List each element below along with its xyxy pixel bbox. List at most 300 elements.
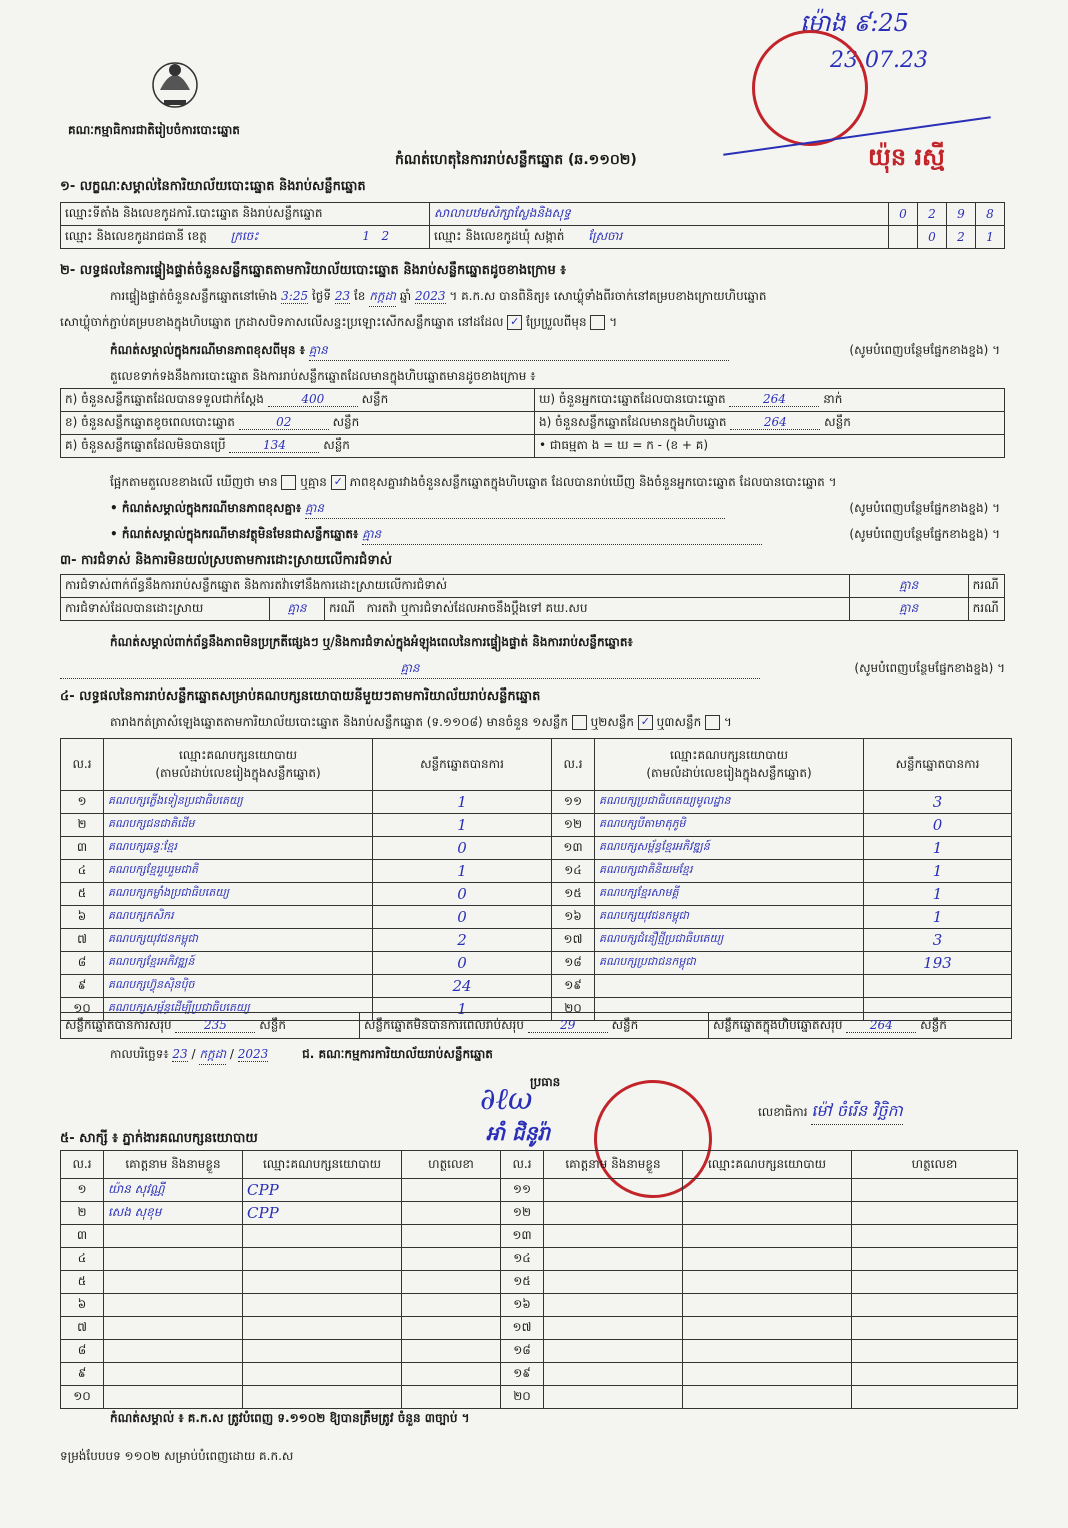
w-col-sign-left: ហត្ថលេខា: [402, 1151, 501, 1179]
result-party: គណបក្សហ៊្វុនស៊ិនប៉ិច: [104, 975, 373, 998]
commune-label: ឈ្មោះ និងលេខកូដឃុំ សង្កាត់: [434, 229, 565, 243]
witness-no: ១៦: [501, 1294, 544, 1317]
unused-label: គ) ចំនួនសន្លឹកឆ្នោតដែលមិនបានប្រើ: [65, 438, 226, 452]
total-valid-unit: សន្លឹក: [259, 1017, 286, 1032]
col-party-left-sub: (តាមលំដាប់លេខរៀងក្នុងសន្លឹកឆ្នោត): [155, 765, 321, 780]
result-party: គណបក្សជំនឿថ្មីប្រជាធិបតេយ្យ: [595, 929, 864, 952]
diff-note-label: កំណត់សម្គាល់ក្នុងករណីមានភាពខុសពីមុន ៖: [110, 343, 305, 357]
witness-name: [104, 1294, 243, 1317]
col-votes-left: សន្លឹកឆ្នោតបានការ: [373, 739, 552, 791]
irregularity-note-line: [60, 660, 1005, 679]
witness-party: [243, 1363, 402, 1386]
appeal-unit: ករណី: [968, 598, 1004, 621]
table-row: [61, 814, 1012, 837]
result-party: គណបក្សឆន្ទៈខ្មែរ: [104, 837, 373, 860]
witness-name: [104, 1248, 243, 1271]
total-box-label: សន្លឹកឆ្នោតក្នុងហិបឆ្នោតសរុប: [713, 1017, 843, 1032]
appeal-label: ការតវ៉ា ឬការជំទាស់ដែលអាចនឹងប្តឹងទៅ គឃ.សប: [366, 601, 588, 615]
object-remark-value: គ្មាន: [362, 526, 762, 545]
diff-remark-value: គ្មាន: [305, 500, 725, 519]
discrepancy-yes-label: ផ្អែកតាមតួលេខខាងលើ ឃើញថា មាន: [110, 475, 278, 489]
witness-party: [683, 1294, 852, 1317]
witness-no: ១៤: [501, 1248, 544, 1271]
witness-signature: [852, 1248, 1018, 1271]
witness-party: [683, 1363, 852, 1386]
table-row: [61, 1202, 1018, 1225]
witness-no: ៥: [61, 1271, 104, 1294]
witness-signature: [402, 1340, 501, 1363]
witness-no: ៨: [61, 1340, 104, 1363]
witness-name: [544, 1340, 683, 1363]
table-row: [61, 952, 1012, 975]
result-no: ១០: [61, 998, 104, 1021]
object-remark-line: [110, 526, 1000, 545]
section1-title: ១- លក្ខណៈសម្គាល់នៃការិយាល័យបោះឆ្នោត និងរាប់សន្លឹកឆ្នោត: [60, 179, 366, 194]
result-no: ៦: [61, 906, 104, 929]
tally-sheet-1-label: តារាងកត់ត្រាសំឡេងឆ្នោតតាមការិយាល័យបោះឆ្នោត និងរាប់សន្លឹកឆ្នោត (ទ.១១០៨) មានចំនួន ១សន្លឹក: [110, 715, 568, 729]
footer-note: កំណត់សម្គាល់ ៖ គ.ក.ស ត្រូវបំពេញ ទ.១១០២ ឱ្យបានត្រឹមត្រូវ ចំនួន ៣ច្បាប់ ។: [110, 1411, 470, 1425]
table-row: [61, 1363, 1018, 1386]
result-party: គណបក្សសម្ព័ន្ធដើម្បីប្រជាធិបតេយ្យ: [104, 998, 373, 1021]
diff-note-value: គ្មាន: [309, 342, 729, 361]
resolved-value: គ្មាន: [270, 598, 325, 621]
result-no: ៣: [61, 837, 104, 860]
result-votes: 1: [373, 998, 552, 1021]
unused-unit: សន្លឹក: [323, 438, 350, 452]
diff-remark-label: • កំណត់សម្គាល់ក្នុងករណីមានភាពខុសគ្នា៖: [110, 501, 302, 515]
nec-logo-icon: [150, 50, 200, 110]
witness-no: ១៨: [501, 1340, 544, 1363]
section3-title: ៣- ការជំទាស់ និងការមិនយល់ស្របតាមការដោះស្រាយលើការជំទាស់: [60, 553, 392, 568]
total-valid-value: 235: [175, 1018, 255, 1033]
results-body: [61, 791, 1012, 1021]
result-votes: 24: [373, 975, 552, 998]
result-no: ៧: [61, 929, 104, 952]
complaints-unit: ករណី: [968, 575, 1004, 598]
chair-signature: ∂ℓω: [480, 1082, 533, 1117]
result-party: គណបក្សភ្លើងទៀនប្រជាធិបតេយ្យ: [104, 791, 373, 814]
witness-name: [544, 1386, 683, 1409]
witness-name: [104, 1271, 243, 1294]
station-value: សាលាបឋមសិក្សាស្លែងនិងសុទ្ធ: [430, 203, 889, 226]
date-label: កាលបរិច្ឆេទ៖: [110, 1047, 169, 1061]
result-no: ១៧: [552, 929, 595, 952]
witness-signature: [852, 1386, 1018, 1409]
discrepancy-no-checkbox[interactable]: ✓: [331, 475, 346, 490]
total-invalid-unit: សន្លឹក: [611, 1017, 639, 1032]
result-votes: 1: [864, 860, 1012, 883]
witness-signature: [402, 1271, 501, 1294]
witness-party: [243, 1317, 402, 1340]
witness-name: [544, 1179, 683, 1202]
col-party-left-title: ឈ្មោះគណបក្សនយោបាយ: [178, 747, 298, 762]
w-col-no-left: ល.រ: [61, 1151, 104, 1179]
witness-no: ៣: [61, 1225, 104, 1248]
witness-no: ៧: [61, 1317, 104, 1340]
result-no: ១៣: [552, 837, 595, 860]
result-party: គណបក្សជនជាតិដើម: [104, 814, 373, 837]
tally-3-checkbox[interactable]: [705, 715, 720, 730]
witness-party: [243, 1271, 402, 1294]
commune-code-1: 0: [918, 226, 947, 249]
result-votes: 3: [864, 791, 1012, 814]
station-code-4: 8: [976, 203, 1005, 226]
witness-name: [544, 1317, 683, 1340]
table-row: [61, 883, 1012, 906]
result-votes: 193: [864, 952, 1012, 975]
result-party: គណបក្សខ្មែររួបរួមជាតិ: [104, 860, 373, 883]
province-code: [362, 229, 389, 243]
complaints-value: គ្មាន: [849, 575, 968, 598]
result-no: ៥: [61, 883, 104, 906]
witness-no: ១១: [501, 1179, 544, 1202]
spoiled-label: ខ) ចំនួនសន្លឹកឆ្នោតខូចពេលបោះឆ្នោត: [65, 415, 235, 429]
witness-signature: [852, 1363, 1018, 1386]
secretary-line: [758, 1100, 903, 1125]
witness-name: [104, 1363, 243, 1386]
witness-party: [683, 1179, 852, 1202]
witness-party: [243, 1248, 402, 1271]
verify-year-label: ឆ្នាំ: [399, 289, 412, 303]
date-day: 23: [172, 1047, 188, 1061]
w-col-sign-right: ហត្ថលេខា: [852, 1151, 1018, 1179]
diff-remark-line: [110, 500, 1000, 519]
col-party-right-sub: (តាមលំដាប់លេខរៀងក្នុងសន្លឹកឆ្នោត): [646, 765, 812, 780]
result-no: ២: [61, 814, 104, 837]
seal-check-text: សោឃ្លុំចាក់ភ្ជាប់គម្របខាងក្នុងហិបឆ្នោត ក្រដាសបិទភាសលើសន្ទះប្រឡោះសើកសន្លឹកឆ្នោត នៅដដែល: [60, 315, 504, 329]
verify-time-label: ការផ្ទៀងផ្ទាត់ចំនួនសន្លឹកឆ្នោតនៅម៉ោង: [110, 289, 278, 303]
changed-checkbox[interactable]: [590, 315, 605, 330]
object-remark-hint: (សូមបំពេញបន្ថែមផ្នែកខាងខ្នង) ។: [849, 527, 1000, 541]
tally-sheet-2-label: ឬ២សន្លឹក: [590, 715, 635, 729]
discrepancy-no-label: ឬគ្មាន: [300, 475, 327, 489]
secretary-name: ម៉ៅ ចំរើន វិច្ឆិកា: [811, 1100, 902, 1125]
result-no: ១៩: [552, 975, 595, 998]
verify-day-label: ថ្ងៃទី: [311, 289, 331, 303]
province-label: [61, 226, 430, 249]
result-votes: 1: [373, 814, 552, 837]
result-no: ១៤: [552, 860, 595, 883]
result-votes: 1: [864, 906, 1012, 929]
witness-signature: [402, 1225, 501, 1248]
resolved-label: ការជំទាស់ដែលបានដោះស្រាយ: [61, 598, 270, 621]
date-line: កាលបរិច្ឆេទ៖ 23 / កក្កដា / 2023 ជ. គណៈកម្មការការិយាល័យរាប់សន្លឹកឆ្នោត: [110, 1046, 493, 1065]
spoiled-value: 02: [239, 415, 329, 430]
in-box-value: 264: [730, 415, 820, 430]
form-title: កំណត់ហេតុនៃការរាប់សន្លឹកឆ្នោត (ឆ.១១០២): [395, 152, 637, 168]
table-row: [61, 860, 1012, 883]
result-votes: 1: [864, 837, 1012, 860]
province-code-2: 2: [381, 229, 390, 243]
table-row: [61, 1340, 1018, 1363]
total-valid-label: សន្លឹកឆ្នោតបានការសរុប: [65, 1017, 172, 1032]
witness-signature: [402, 1317, 501, 1340]
figures-row-2: [61, 412, 1005, 435]
result-party: គណបក្សខ្មែរសាមគ្គី: [595, 883, 864, 906]
result-votes: [864, 975, 1012, 998]
formula-note: • ជាធម្មតា ង = ឃ = ក - (ខ + គ): [539, 438, 709, 452]
witness-signature: [402, 1386, 501, 1409]
result-party: គណបក្សយុវជនកម្ពុជា: [104, 929, 373, 952]
official-seal-top: [752, 30, 868, 146]
result-votes: 0: [373, 837, 552, 860]
result-party: គណបក្សសម្ព័ន្ធខ្មែរអភិវឌ្ឍន៍: [595, 837, 864, 860]
total-box-unit: សន្លឹក: [920, 1017, 947, 1032]
witness-name: សេង សុខុម: [104, 1202, 243, 1225]
figures-intro: តួលេខទាក់ទងនឹងការបោះឆ្នោត និងការរាប់សន្លឹកឆ្នោតដែលមានក្នុងហិបឆ្នោតមានដូចខាងក្រោម ៖: [110, 369, 536, 383]
date-year: 2023: [237, 1047, 269, 1061]
table-row: [61, 906, 1012, 929]
complaints-label: ការជំទាស់ពាក់ព័ន្ធនឹងការរាប់សន្លឹកឆ្នោត និងការតវ៉ាទៅនឹងការដោះស្រាយលើការជំទាស់: [61, 575, 850, 598]
witness-signature: [852, 1294, 1018, 1317]
diff-note-hint: (សូមបំពេញបន្ថែមផ្នែកខាងខ្នង) ។: [849, 343, 1000, 357]
province-code-1: 1: [362, 229, 370, 243]
received-unit: សន្លឹក: [361, 392, 389, 406]
witness-signature: [852, 1340, 1018, 1363]
resolved-unit: ករណី: [329, 601, 356, 615]
col-no-left: ល.រ: [61, 739, 104, 791]
witness-party: [683, 1225, 852, 1248]
col-party-right-title: ឈ្មោះគណបក្សនយោបាយ: [669, 747, 789, 762]
witness-no: ១: [61, 1179, 104, 1202]
result-votes: 2: [373, 929, 552, 952]
result-no: ៩: [61, 975, 104, 998]
committee-name: គណៈកម្មាធិការជាតិរៀបចំការបោះឆ្នោត: [68, 123, 240, 137]
witness-name: [104, 1317, 243, 1340]
complaints-table: [60, 574, 1005, 621]
figures-row-3: [61, 435, 1005, 458]
witness-body: [61, 1179, 1018, 1409]
commune-cell: [430, 226, 889, 249]
station-code-2: 2: [918, 203, 947, 226]
date-month: កក្កដា: [199, 1046, 226, 1065]
ballot-figures-table: [60, 388, 1005, 458]
result-votes: 3: [864, 929, 1012, 952]
witness-name: [544, 1225, 683, 1248]
w-col-name-left: គោត្តនាម និងនាមខ្លួន: [104, 1151, 243, 1179]
figures-row-1: [61, 389, 1005, 412]
commune-code-3: 1: [976, 226, 1005, 249]
result-no: ១៨: [552, 952, 595, 975]
witness-party: [683, 1317, 852, 1340]
tally-sheet-line: តារាងកត់ត្រាសំឡេងឆ្នោតតាមការិយាល័យបោះឆ្នោត និងរាប់សន្លឹកឆ្នោត (ទ.១១០៨) មានចំនួន ១សន្លឹក ឬ២សន្លឹក ✓ ឬ៣សន្លឹក ។: [110, 715, 732, 729]
witness-party: [243, 1340, 402, 1363]
witness-no: ៩: [61, 1363, 104, 1386]
table-row: [61, 975, 1012, 998]
table-row: [61, 929, 1012, 952]
witness-no: ១៣: [501, 1225, 544, 1248]
table-row: [61, 1294, 1018, 1317]
witness-table: [60, 1150, 1018, 1409]
discrepancy-yes-checkbox[interactable]: [281, 475, 296, 490]
witness-signature: [402, 1179, 501, 1202]
result-no: ៨: [61, 952, 104, 975]
discrepancy-text: ភាពខុសគ្នារវាងចំនួនសន្លឹកឆ្នោតក្នុងហិបឆ្នោត ដែលបានរាប់ឃើញ និងចំនួនអ្នកបោះឆ្នោត ដែលបានបោះឆ្នោត ។: [349, 475, 837, 489]
witness-party: CPP: [243, 1179, 402, 1202]
unused-value: 134: [229, 438, 319, 453]
results-table: [60, 738, 1012, 1021]
witness-party: [683, 1340, 852, 1363]
result-party: គណបក្សខ្មែរអភិវឌ្ឍន៍: [104, 952, 373, 975]
stamp-name: យ៉ុន រស្មី: [868, 143, 945, 171]
witness-no: ២០: [501, 1386, 544, 1409]
result-no: ១: [61, 791, 104, 814]
result-votes: 1: [373, 860, 552, 883]
diff-note-line: [110, 342, 1000, 361]
witness-party: [243, 1294, 402, 1317]
tally-2-checkbox[interactable]: ✓: [638, 715, 653, 730]
result-votes: 0: [864, 814, 1012, 837]
table-row: [61, 1317, 1018, 1340]
table-row: [61, 837, 1012, 860]
province-label-text: ឈ្មោះ និងលេខកូដរាជធានី ខេត្ត: [65, 229, 207, 243]
total-invalid-label: សន្លឹកឆ្នោតមិនបានការពេលរាប់សរុប: [364, 1017, 524, 1032]
result-no: ១៦: [552, 906, 595, 929]
total-box-value: 264: [846, 1018, 916, 1033]
total-invalid-value: 29: [528, 1018, 608, 1033]
result-party: [595, 975, 864, 998]
witness-no: ២: [61, 1202, 104, 1225]
appeal-cell: [325, 598, 850, 621]
witness-no: ១៥: [501, 1271, 544, 1294]
object-remark-label: • កំណត់សម្គាល់ក្នុងករណីមានវត្ថុមិនមែនជាសន្លឹកឆ្នោត៖: [110, 527, 359, 541]
witness-signature: [402, 1363, 501, 1386]
witness-signature: [852, 1202, 1018, 1225]
result-no: ១១: [552, 791, 595, 814]
witness-party: [683, 1386, 852, 1409]
received-value: 400: [268, 392, 358, 407]
col-votes-right: សន្លឹកឆ្នោតបានការ: [864, 739, 1012, 791]
witness-name: យ៉ាន សុវណ្ណី: [104, 1179, 243, 1202]
commune-code-2: 2: [947, 226, 976, 249]
commune-value: ស្រែចារ: [588, 229, 623, 243]
witness-party: [683, 1248, 852, 1271]
appeal-value: គ្មាន: [849, 598, 968, 621]
witness-name: [544, 1294, 683, 1317]
voters-unit: នាក់: [823, 392, 843, 406]
table-row: [61, 1179, 1018, 1202]
witness-name: [544, 1202, 683, 1225]
witness-no: ១០: [61, 1386, 104, 1409]
voters-value: 264: [729, 392, 819, 407]
witness-party: [243, 1225, 402, 1248]
result-no: ១២: [552, 814, 595, 837]
changed-label: ប្រែប្រួលពីមុន: [526, 315, 587, 329]
sign-org: ជ. គណៈកម្មការការិយាល័យរាប់សន្លឹកឆ្នោត: [302, 1047, 493, 1061]
witness-signature: [852, 1317, 1018, 1340]
verify-day: 23: [334, 289, 351, 303]
witness-name: [544, 1363, 683, 1386]
w-col-party-left: ឈ្មោះគណបក្សនយោបាយ: [243, 1151, 402, 1179]
section1-table: [60, 202, 1005, 249]
received-label: ក) ចំនួនសន្លឹកឆ្នោតដែលបានទទួលជាក់ស្តែង: [65, 392, 264, 406]
secretary-label: លេខាធិការ: [758, 1105, 808, 1119]
station-code-1: 0: [889, 203, 918, 226]
form-footer: ទម្រង់បែបបទ ១១០២ សម្រាប់បំពេញដោយ គ.ក.ស: [60, 1449, 294, 1463]
discrepancy-line: [110, 474, 837, 492]
section5-title: ៥- សាក្សី ៖ ភ្នាក់ងារគណបក្សនយោបាយ: [60, 1131, 258, 1146]
table-row: [61, 1225, 1018, 1248]
verify-year: 2023: [414, 289, 446, 303]
w-col-no-right: ល.រ: [501, 1151, 544, 1179]
witness-no: ១៩: [501, 1363, 544, 1386]
spoiled-unit: សន្លឹក: [332, 415, 360, 429]
w-col-name-right: គោត្តនាម និងនាមខ្លួន: [544, 1151, 683, 1179]
stamp-time-note: ម៉ោង ៩:25: [800, 9, 909, 37]
station-label: ឈ្មោះទីតាំង និងលេខកូដការិ.បោះឆ្នោត និងរាប់សន្លឹកឆ្នោត: [61, 203, 430, 226]
result-party: គណបក្សយុវជនកម្ពុជា: [595, 906, 864, 929]
witness-signature: [402, 1294, 501, 1317]
result-party: គណបក្សកសិករ: [104, 906, 373, 929]
result-party: គណបក្សប្រជាធិបតេយ្យមូលដ្ឋាន: [595, 791, 864, 814]
witness-signature: [852, 1179, 1018, 1202]
stamp-date-note: 23.07.23: [830, 48, 928, 73]
chair-label: ប្រធាន: [530, 1075, 561, 1089]
verify-line-rest: ។ គ.ក.ស បានពិនិត្យ៖ សោឃ្លុំទាំងពីរចាក់នៅគម្របខាងក្រោយហិបឆ្នោត: [449, 289, 767, 303]
table-row: [61, 791, 1012, 814]
witness-no: ៦: [61, 1294, 104, 1317]
diff-remark-hint: (សូមបំពេញបន្ថែមផ្នែកខាងខ្នង) ។: [849, 501, 1000, 515]
witness-signature: [852, 1225, 1018, 1248]
witness-party: [243, 1386, 402, 1409]
table-row: [61, 1386, 1018, 1409]
table-row: [61, 1271, 1018, 1294]
result-no: ២០: [552, 998, 595, 1021]
irregularity-note-hint: (សូមបំពេញបន្ថែមផ្នែកខាងខ្នង) ។: [854, 661, 1005, 675]
tally-1-checkbox[interactable]: [572, 715, 587, 730]
witness-party: [683, 1271, 852, 1294]
result-no: ១៥: [552, 883, 595, 906]
verification-line: [110, 288, 767, 307]
chair-name: អាំ ជិនូរ៉ា: [486, 1121, 551, 1145]
seal-check-line: សោឃ្លុំចាក់ភ្ជាប់គម្របខាងក្នុងហិបឆ្នោត ក្រដាសបិទភាសលើសន្ទះប្រឡោះសើកសន្លឹកឆ្នោត នៅដដែល ✓ ប្រែប្រួលពីមុន ។: [60, 315, 618, 329]
result-no: ៤: [61, 860, 104, 883]
result-party: គណបក្សប្រជាជនកម្ពុជា: [595, 952, 864, 975]
voters-label: ឃ) ចំនួនអ្នកបោះឆ្នោតដែលបានបោះឆ្នោត: [539, 392, 726, 406]
station-code-3: 9: [947, 203, 976, 226]
result-party: គណបក្សជាតិនិយមខ្មែរ: [595, 860, 864, 883]
verify-time: 3:25: [281, 289, 309, 303]
in-box-label: ង) ចំនួនសន្លឹកឆ្នោតដែលមានក្នុងហិបឆ្នោត: [539, 415, 727, 429]
witness-name: [104, 1386, 243, 1409]
witness-name: [544, 1248, 683, 1271]
irregularity-note-label: [110, 634, 633, 652]
witness-no: ៤: [61, 1248, 104, 1271]
totals-table: [60, 1012, 1012, 1039]
witness-signature: [852, 1271, 1018, 1294]
table-row: [61, 1248, 1018, 1271]
witness-party: CPP: [243, 1202, 402, 1225]
tally-sheet-3-label: ឬ៣សន្លឹក: [656, 715, 702, 729]
result-votes: 1: [373, 791, 552, 814]
verify-month: កក្កដា: [369, 288, 396, 307]
result-votes: 1: [864, 883, 1012, 906]
witness-signature: [402, 1248, 501, 1271]
result-votes: 0: [373, 952, 552, 975]
witness-signature: [402, 1202, 501, 1225]
section4-title: ៤- លទ្ធផលនៃការរាប់សន្លឹកឆ្នោតសម្រាប់គណបក្សនយោបាយនីមួយៗតាមការិយាល័យរាប់សន្លឹកឆ្នោត: [60, 689, 541, 704]
col-party-right: [595, 739, 864, 791]
result-votes: 0: [373, 883, 552, 906]
verify-month-label: ខែ: [353, 289, 366, 303]
witness-party: [683, 1202, 852, 1225]
same-checkbox[interactable]: ✓: [507, 315, 522, 330]
section2-title: ២- លទ្ធផលនៃការផ្ទៀងផ្ទាត់ចំនួនសន្លឹកឆ្នោតតាមការិយាល័យបោះឆ្នោត និងរាប់សន្លឹកឆ្នោតដូចខាងក្រោម ៖: [60, 263, 566, 278]
witness-name: [544, 1271, 683, 1294]
w-col-party-right: ឈ្មោះគណបក្សនយោបាយ: [683, 1151, 852, 1179]
witness-no: ១៧: [501, 1317, 544, 1340]
province-value: ក្រចេះ: [230, 229, 259, 243]
